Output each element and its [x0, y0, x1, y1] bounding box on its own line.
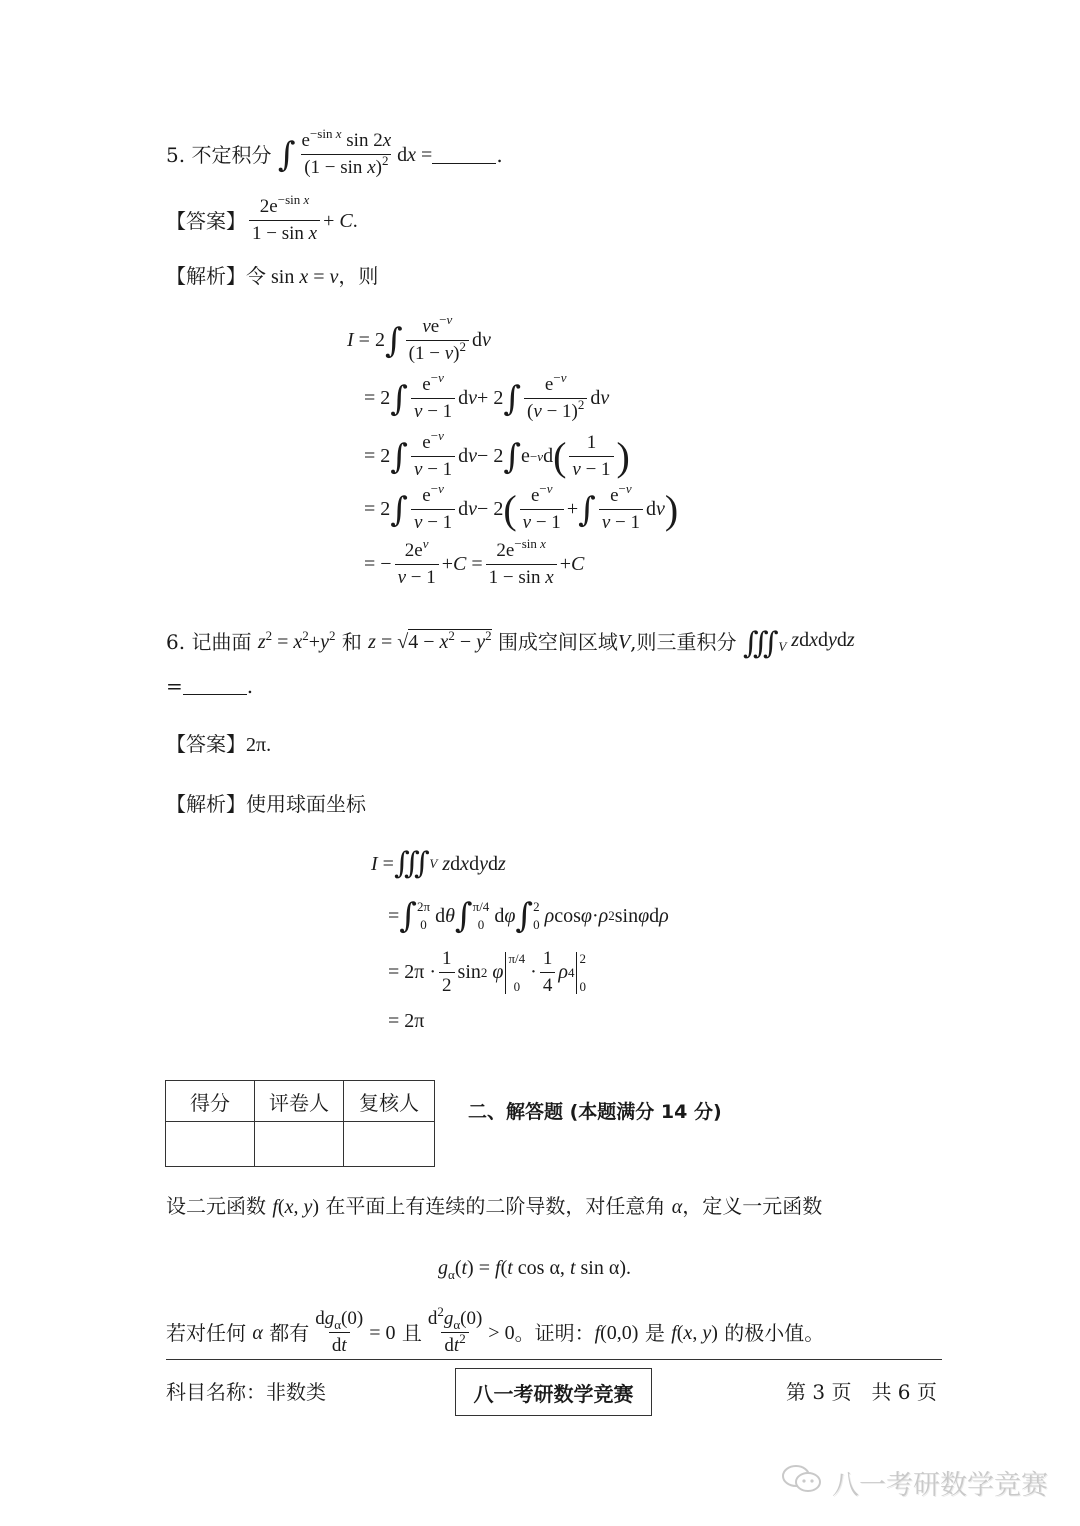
problem-6-step-3: = 2π · $\frac{1}{2}$ sin 2 φ π/4 0 · $\frac{1}{4}$ ρ 4 2 0	[388, 948, 586, 996]
score-cell-score[interactable]	[166, 1122, 255, 1167]
footer-page-number: 第 3 页 共 6 页	[786, 1380, 937, 1404]
integral-sign: ∫	[277, 134, 296, 175]
text: 且	[401, 1320, 422, 1345]
problem-5-statement: 5. 不定积分 ∫ $\frac{e^{-sin x} \sin 2x}{(1 - \sin x)^2}$ dx = .	[166, 126, 503, 178]
score-header-grader: 评卷人	[255, 1081, 344, 1122]
problem-6-answer-value: 2π.	[246, 734, 272, 756]
problem-5-prompt: 不定积分	[191, 142, 272, 167]
answer-blank	[183, 676, 247, 695]
problem-5-analysis-intro: 【解析】令 sin x = v，则	[166, 264, 379, 288]
problem-5-integrand: $\frac{e^{-sin x} \sin 2x}{(1 - \sin x)^2}$	[301, 126, 392, 178]
score-header-score: 得分	[166, 1081, 255, 1122]
watermark	[780, 1462, 1048, 1503]
section-2-definition: $g_\alpha(t) = f(t$ cos α, t sin α).	[438, 1257, 631, 1282]
problem-5-answer-value: $\frac{2e^{-sin x}}{\text{1 − sin x}}$	[249, 196, 320, 245]
section-2-title: 二、解答题 (本题满分 14 分)	[468, 1101, 722, 1123]
problem-5-step-5: = − $\frac{2e^v}{v - 1}$ + C = $\frac{2e^{-sin x}}{\text{1 − sin x}}$ + C	[364, 536, 585, 588]
problem-6-blank-line: = .	[166, 674, 254, 698]
wechat-icon	[780, 1462, 824, 1503]
problem-5-answer: 【答案】 $\frac{2e^{-sin x}}{\text{1 − sin x}}$ + C.	[166, 192, 358, 244]
text: 都有	[269, 1320, 310, 1345]
footer-divider	[166, 1359, 942, 1360]
footer-subject: 科目名称：非数类	[166, 1380, 326, 1404]
problem-6-step-4: = 2π	[388, 1010, 425, 1032]
problem-5-step-3: = 2 ∫ $\frac{e^{-v}}{v - 1}$ d v − 2 ∫ e −v d ( $\frac{1}{v - 1}$ )	[364, 428, 630, 480]
alpha-symbol: α	[671, 1196, 683, 1218]
section-2-line-1: 设二元函数 f(x, y) 在平面上有连续的二阶导数，对任意角 α，定义一元函数	[166, 1194, 823, 1218]
alpha-symbol: α	[252, 1321, 263, 1344]
answer-label: 【答案】	[166, 732, 246, 756]
section-2-line-2: 若对任何 α 都有 $\frac{dg_\alpha(0)}{dt}$ = 0 且 $\frac{d^2g_\alpha(0)}{dt^2}$ > 0 。证明： f(0,0) 是 f(x, y) 的极小值。	[166, 1304, 825, 1356]
problem-6-prompt-b: 围成空间区域	[497, 630, 618, 654]
problem-6-step-2: = ∫ 2π 0 d θ ∫ π/4 0 d φ ∫ 2 0 ρ cos φ · ρ 2 sin φ d ρ	[388, 896, 669, 936]
text: 在平面上有连续的二阶导数，对任意角	[325, 1194, 666, 1218]
text: ，定义一元函数	[682, 1194, 823, 1218]
answer-label: 【答案】	[166, 208, 246, 233]
text: 。证明：	[514, 1320, 595, 1345]
problem-6-prompt-a: 记曲面	[191, 630, 252, 654]
equals-sign: =	[166, 674, 183, 698]
footer-contest-box: 八一考研数学竞赛	[455, 1368, 652, 1416]
problem-6-answer	[166, 730, 271, 759]
analysis-label: 【解析】	[166, 264, 246, 288]
problem-6-number: 6.	[166, 630, 186, 654]
text: 是	[644, 1320, 665, 1345]
score-cell-grader[interactable]	[255, 1122, 344, 1167]
problem-5-step-2: = 2 ∫ $\frac{e^{-v}}{v - 1}$ d v + 2 ∫ $\frac{e^{-v}}{(v - 1)^2}$ d v	[364, 370, 610, 422]
problem-6-region: V	[617, 631, 631, 653]
watermark-text: 八一考研数学竞赛	[832, 1470, 1048, 1501]
problem-5-step-1: I = 2 ∫ $\frac{ve^{-v}}{(1 - v)^2}$ d v	[347, 312, 491, 364]
problem-6-prompt-c: ,则三重积分	[630, 630, 737, 654]
problem-6-step-1: I = ∭ V z d x d y d z	[371, 846, 506, 881]
problem-5-step-4: = 2 ∫ $\frac{e^{-v}}{v - 1}$ d v − 2 ( $\frac{e^{-v}}{v - 1}$ + ∫ $\frac{e^{-v}}{v - 1}$ d v )	[364, 481, 679, 533]
text: 若对任何	[166, 1320, 246, 1345]
problem-6-statement: 6. 记曲面 $z^2 = x^2+y^2$ 和 $z = √4 - x^2 - y^2$ 围成空间区域 V ,则三重积分 $∭_V$ zdxdydz	[166, 626, 855, 661]
problem-6-and: 和	[341, 630, 362, 654]
problem-6-analysis-intro	[166, 790, 366, 818]
score-cell-reviewer[interactable]	[344, 1122, 435, 1167]
analysis-intro: 使用球面坐标	[246, 792, 366, 816]
text: 设二元函数	[166, 1194, 266, 1218]
analysis-label: 【解析】	[166, 792, 246, 816]
score-table	[165, 1080, 435, 1167]
problem-5-number: 5.	[166, 142, 186, 167]
text: 的极小值。	[724, 1320, 825, 1345]
score-header-reviewer: 复核人	[344, 1081, 435, 1122]
answer-blank	[432, 145, 496, 164]
